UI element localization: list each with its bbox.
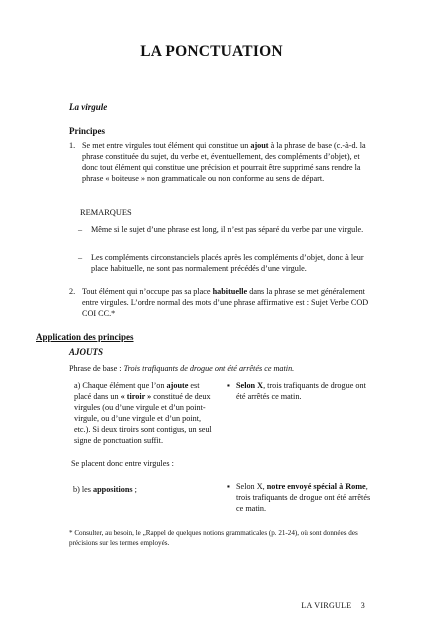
section-heading: La virgule [69, 102, 108, 112]
example-2 [227, 481, 379, 514]
rule-keyword: appositions [93, 485, 133, 494]
item-number: 2. [69, 287, 76, 296]
remarques-heading: REMARQUES [80, 208, 132, 217]
rule-text: constitué de deux virgules (ou d’une virgule et d’un point-virgule, ou d’une virgule et d’un point, etc.). Si deux tiroirs sont contigus, un seul signe de ponctuation suffit. [74, 392, 212, 445]
item-keyword: habituelle [212, 287, 248, 296]
example-1 [227, 380, 377, 402]
rule-text: b) les [73, 485, 94, 494]
item-text: à la phrase de base (c.-à-d. la phrase constituée du sujet, du verbe et, éventuellement, des compléments d’objet), et donc tout élément qui constitue une précision et pourrait être supprimé sans rendre la phrase « boiteuse » non grammaticale ou non conforme au sens de départ. [82, 141, 366, 183]
example-keyword: Selon X [236, 381, 264, 390]
item-body [82, 140, 369, 184]
phrase-base-label: Phrase de base : [69, 364, 124, 373]
item-number: 1. [69, 141, 76, 150]
example-rest: , trois trafiquants de drogue ont été arrêtés ce matin. [236, 482, 371, 513]
square-bullet-icon: ▪ [227, 381, 230, 390]
example-keyword: notre envoyé spécial à Rome [266, 482, 366, 491]
example-text [236, 481, 379, 514]
remark-text: Même si le sujet d’une phrase est long, il n’est pas séparé du verbe par une virgule. [91, 225, 364, 234]
principle-item-2 [69, 286, 369, 319]
rule-ajout [74, 380, 214, 446]
item-body [82, 286, 369, 319]
remark-1 [78, 224, 370, 235]
ajouts-heading: AJOUTS [69, 347, 104, 357]
placent-line: Se placent donc entre virgules : [71, 459, 174, 468]
rule-keyword: ajoute [166, 381, 189, 390]
rule-text: a) Chaque élément que l’on [74, 381, 167, 390]
phrase-base-example: Trois trafiquants de drogue ont été arrêtés ce matin. [123, 364, 295, 373]
footnote: * Consulter, au besoin, le „Rappel de quelques notions grammaticales (p. 21-24), où sont données des précisions sur les termes employés. [69, 529, 358, 547]
example-rest: , trois trafiquants de drogue ont été arrêtés ce matin. [236, 381, 366, 401]
item-text: Tout élément qui n’occupe pas sa place [82, 287, 213, 296]
remark-2 [78, 252, 370, 274]
remark-text: Les compléments circonstanciels placés après les compléments d’objet, donc à leur place habituelle, ne sont pas normalement précédés d’une virgule. [91, 253, 364, 273]
application-heading: Application des principes [36, 332, 134, 342]
dash-marker: – [78, 253, 83, 262]
rule-text: est placé dans un [74, 381, 200, 401]
rule-keyword: « tiroir » [120, 392, 152, 401]
square-bullet-icon: ▪ [227, 482, 230, 491]
phrase-de-base [69, 363, 294, 374]
page-footer: LA VIRGULE 3 [301, 601, 365, 610]
page-title: LA PONCTUATION [140, 43, 283, 60]
item-text: Se met entre virgules tout élément qui constitue un [82, 141, 251, 150]
item-keyword: ajout [250, 141, 269, 150]
item-text: dans la phrase se met généralement entre virgules. L’ordre normal des mots d’une phrase affirmative est : Sujet Verbe COD COI CC.* [82, 287, 369, 318]
example-text [236, 380, 377, 402]
dash-marker: – [78, 225, 83, 234]
example-prefix: Selon X, [236, 482, 267, 491]
rule-appositions [73, 484, 137, 495]
principle-item-1 [69, 140, 369, 184]
rule-text: ; [132, 485, 137, 494]
principes-heading: Principes [69, 126, 105, 136]
